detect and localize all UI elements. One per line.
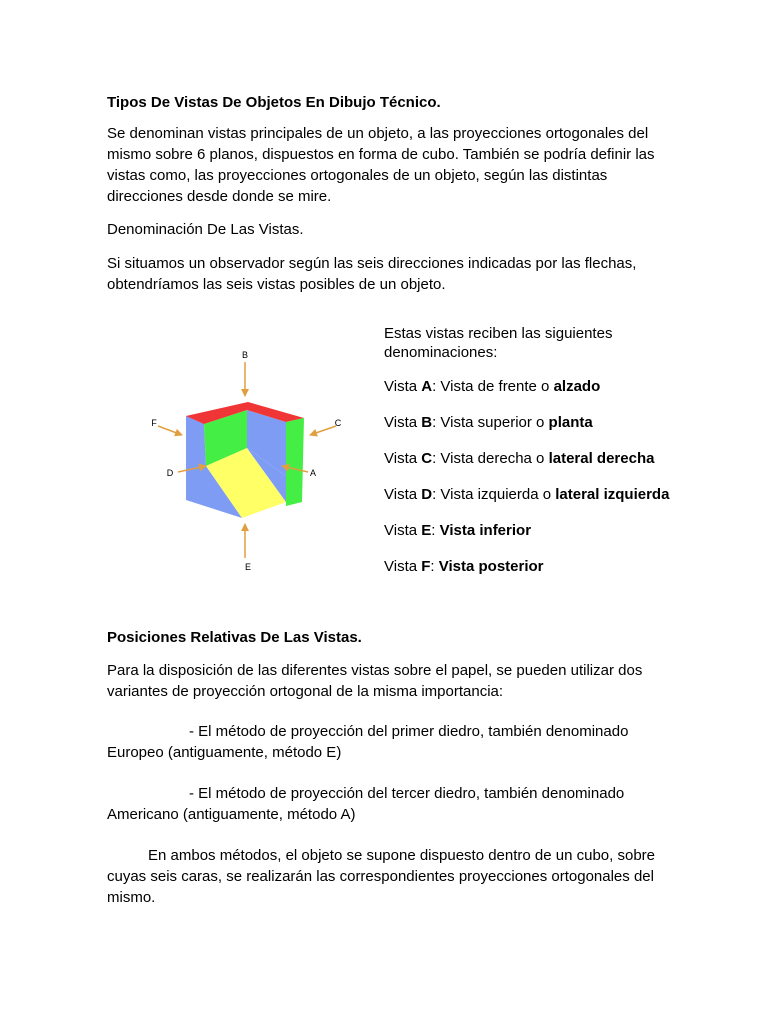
view-letter: F: [421, 558, 431, 575]
view-item-b: [384, 413, 674, 432]
view-item-e: [384, 521, 674, 540]
view-item-d: [384, 485, 674, 504]
label-d: D: [166, 468, 174, 478]
view-letter: C: [421, 450, 433, 467]
method-item-first-dihedral: [107, 721, 667, 763]
view-item-c: [384, 449, 674, 468]
views-list: [384, 324, 674, 593]
view-prefix: Vista: [384, 558, 422, 575]
label-b: B: [241, 350, 249, 360]
arrow-f: [158, 426, 182, 435]
view-prefix: Vista: [384, 378, 422, 395]
view-item-a: [384, 377, 674, 396]
observer-paragraph: Si situamos un observador según las seis direcciones indicadas por las flechas, obtendríamos las seis vistas posibles de un objeto.: [107, 255, 637, 293]
view-prefix: Vista: [384, 522, 422, 539]
view-item-f: [384, 557, 674, 576]
closing-paragraph-text: En ambos métodos, el objeto se supone dispuesto dentro de un cubo, sobre cuyas seis caras, se realizarán las correspondientes proyecciones ortogonales del mismo.: [107, 847, 656, 906]
section-heading-denominacion: Denominación De Las Vistas.: [107, 221, 304, 238]
label-f: F: [151, 418, 157, 428]
view-name: lateral derecha: [548, 450, 655, 467]
view-description: : Vista de frente o: [432, 378, 554, 395]
view-description: : Vista izquierda o: [432, 486, 556, 503]
section-heading-posiciones: Posiciones Relativas De Las Vistas.: [107, 629, 362, 646]
cube-views-diagram: [130, 338, 370, 578]
view-prefix: Vista: [384, 486, 422, 503]
view-name: Vista posterior: [438, 558, 544, 575]
view-description: : Vista superior o: [432, 414, 549, 431]
view-letter: E: [421, 522, 432, 539]
arrow-c: [310, 426, 336, 435]
view-description: :: [430, 558, 439, 575]
variants-paragraph: Para la disposición de las diferentes vistas sobre el papel, se pueden utilizar dos variantes de proyección ortogonal de la misma importancia:: [107, 662, 643, 700]
view-description: :: [431, 522, 440, 539]
method-item-third-dihedral: [107, 783, 667, 825]
view-name: Vista inferior: [439, 522, 532, 539]
view-letter: D: [421, 486, 433, 503]
view-letter: B: [421, 414, 433, 431]
view-description: : Vista derecha o: [432, 450, 549, 467]
view-name: alzado: [553, 378, 601, 395]
method-item-text: - El método de proyección del tercer diedro, también denominado Americano (antiguamente, método A): [107, 785, 625, 823]
closing-paragraph: [107, 845, 667, 908]
label-c: C: [334, 418, 342, 428]
label-e: E: [244, 562, 252, 572]
cube-right-green-face: [286, 418, 304, 506]
intro-paragraph: Se denominan vistas principales de un objeto, a las proyecciones ortogonales del mismo sobre 6 planos, dispuestos en forma de cubo. También se podría definir las vistas como, las proyecciones ortogonales de un objeto, según las distintas direcciones desde donde se mire.: [107, 125, 655, 205]
view-prefix: Vista: [384, 450, 422, 467]
view-letter: A: [421, 378, 433, 395]
views-intro: Estas vistas reciben las siguientes denominaciones:: [384, 325, 613, 361]
document-title: Tipos De Vistas De Objetos En Dibujo Técnico.: [107, 94, 441, 111]
cube-views-figure: [130, 338, 370, 578]
view-prefix: Vista: [384, 414, 422, 431]
label-a: A: [309, 468, 317, 478]
view-name: lateral izquierda: [555, 486, 670, 503]
method-item-text: - El método de proyección del primer diedro, también denominado Europeo (antiguamente, método E): [107, 723, 629, 761]
view-name: planta: [548, 414, 593, 431]
